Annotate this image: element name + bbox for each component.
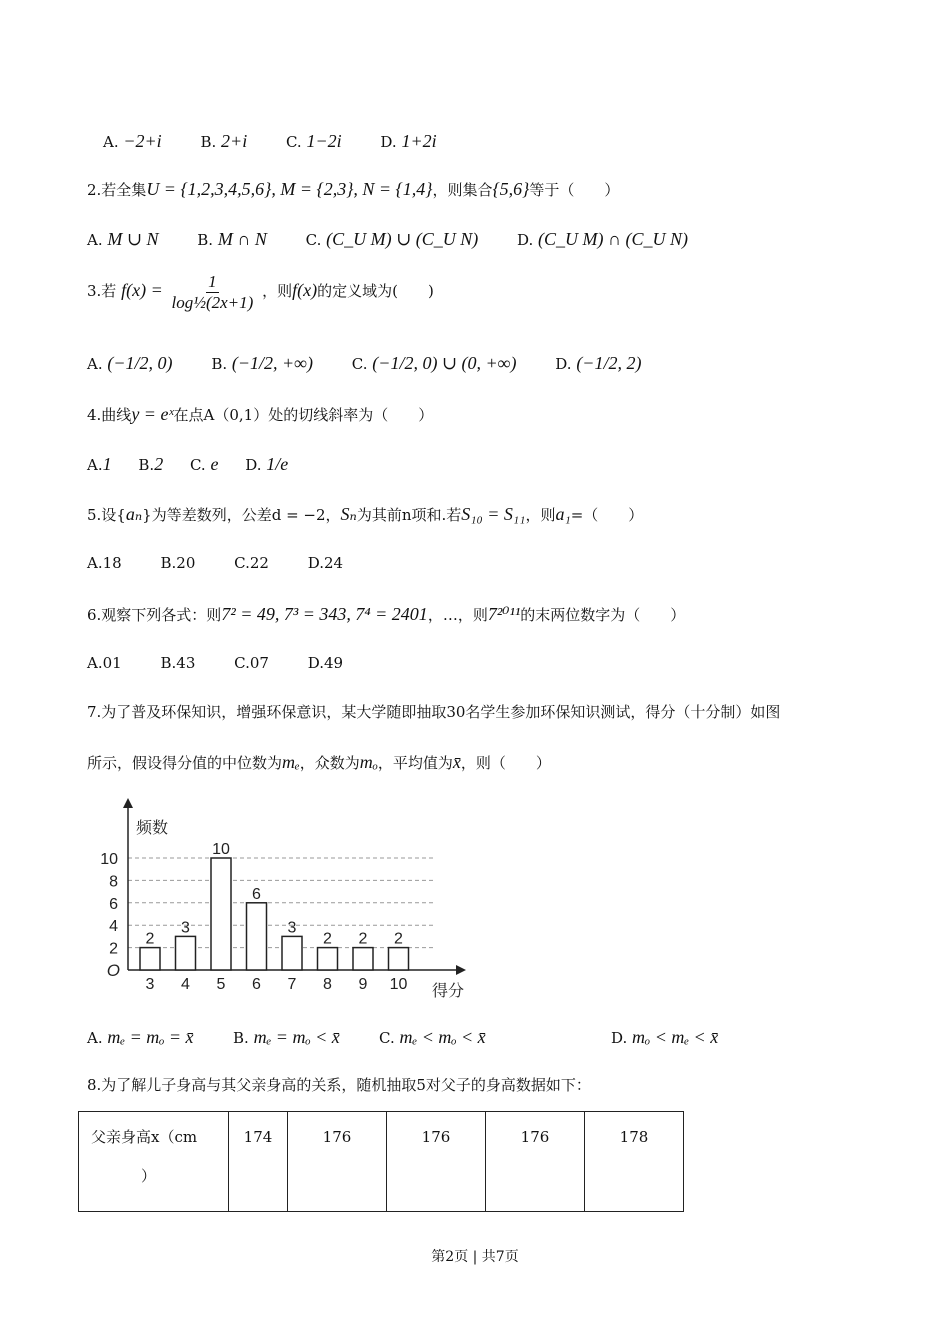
bar — [176, 936, 196, 970]
q7-stem-line1: 7.为了普及环保知识，增强环保意识，某大学随即抽取30名学生参加环保知识测试，得分（十分制）如图 — [87, 703, 781, 721]
q4-stem: 4.曲线y = eˣ在点A（0,1）处的切线斜率为（ ） — [87, 404, 434, 424]
table-cell: 176 — [288, 1112, 387, 1212]
page-footer: 第2页 | 共7页 — [431, 1249, 519, 1265]
q3-fraction: $\frac{1}{\text{log½(2x+1)}}$ — [171, 272, 254, 312]
q6-option-d: D.49 — [307, 654, 344, 672]
q5-stem: 5.设{aₙ}为等差数列，公差d = −2，Sₙ为其前n项和.若S₁₀ = S₁₁，则a₁=（ ） — [87, 504, 644, 524]
bar-value-label: 2 — [394, 930, 403, 948]
q5-option-d: D.24 — [307, 554, 344, 572]
bar — [211, 858, 231, 970]
y-tick-label: 8 — [109, 873, 118, 891]
bar-value-label: 10 — [212, 841, 230, 858]
bar — [389, 948, 409, 970]
x-axis-label: 得分 — [432, 983, 465, 1000]
q4-options — [87, 455, 310, 473]
y-tick-label: 2 — [109, 940, 118, 958]
x-tick-label: 10 — [389, 976, 408, 993]
x-tick-label: 3 — [145, 976, 155, 993]
x-axis-arrow-icon — [456, 965, 466, 975]
bar-value-label: 2 — [358, 930, 368, 948]
q1-option-b: B. 2+i — [200, 131, 248, 151]
q5-option-c: C.22 — [234, 554, 269, 572]
q5-option-a: A.18 — [87, 554, 122, 572]
x-tick-label: 8 — [323, 976, 332, 993]
q3-options — [87, 354, 675, 372]
frequency-bar-chart — [98, 790, 478, 1010]
q6-option-c: C.07 — [234, 654, 269, 672]
x-tick-label: 6 — [252, 976, 261, 993]
bar-value-label: 3 — [287, 919, 297, 937]
q7-option-c: C. mₑ < mₒ < x̄ — [379, 1027, 486, 1047]
q3-option-d: D. (−1/2, 2) — [555, 353, 642, 373]
q2-option-c: C. (C_U M) ∪ (C_U N) — [305, 229, 479, 249]
bar — [247, 903, 267, 970]
table-cell: 176 — [387, 1112, 486, 1212]
table-cell: 178 — [585, 1112, 684, 1212]
q8-stem: 8.为了解儿子身高与其父亲身高的关系，随机抽取5对父子的身高数据如下： — [87, 1076, 591, 1094]
q4-option-a: A.1 — [87, 454, 112, 474]
q6-options — [87, 656, 377, 671]
bar-value-label: 6 — [252, 885, 261, 903]
q6-option-a: A.01 — [87, 654, 122, 672]
q2-options — [87, 230, 722, 248]
q1-option-c: C. 1−2i — [285, 131, 342, 151]
y-axis-arrow-icon — [123, 798, 133, 808]
x-tick-label: 4 — [181, 976, 190, 993]
table-cell: 174 — [229, 1112, 288, 1212]
q7-option-b: B. mₑ = mₒ < x̄ — [233, 1027, 340, 1047]
x-tick-label: 5 — [216, 976, 226, 993]
q4-option-c: C. e — [189, 454, 219, 474]
bar-value-label: 2 — [145, 930, 155, 948]
q5-option-b: B.20 — [160, 554, 196, 572]
y-tick-label: 10 — [100, 851, 118, 868]
q2-stem: 2.若全集U = {1,2,3,4,5,6}, M = {2,3}, N = {1,4}，则集合{5,6}等于（ ） — [87, 179, 620, 199]
q6-stem: 6.观察下列各式：则7² = 49, 7³ = 343, 7⁴ = 2401，…，则7²⁰¹¹的末两位数字为（ ） — [87, 604, 686, 624]
x-tick-label: 9 — [358, 976, 368, 993]
q7-option-a: A. mₑ = mₒ = x̄ — [87, 1027, 194, 1047]
table-header-cell: 父亲身高x（cm ） — [79, 1112, 229, 1212]
table-row — [79, 1112, 684, 1212]
bar — [282, 936, 302, 970]
q7-option-d: D. mₒ < mₑ < x̄ — [611, 1027, 719, 1047]
bar — [318, 948, 338, 970]
bar-value-label: 2 — [323, 930, 332, 948]
q1-options — [103, 132, 471, 150]
q2-option-a: A. M ∪ N — [87, 229, 159, 249]
q1-option-d: D. 1+2i — [380, 131, 437, 151]
q5-options — [87, 556, 377, 571]
q4-option-d: D. 1/e — [245, 454, 289, 474]
q3-option-a: A. (−1/2, 0) — [87, 353, 173, 373]
q1-option-a: A. −2+i — [103, 131, 162, 151]
q3-option-b: B. (−1/2, +∞) — [211, 353, 314, 373]
q2-option-d: D. (C_U M) ∩ (C_U N) — [516, 229, 689, 249]
origin-label: O — [106, 961, 120, 980]
bar-value-label: 3 — [181, 919, 190, 937]
height-data-table — [78, 1111, 684, 1212]
y-tick-label: 4 — [109, 918, 118, 936]
table-cell: 176 — [486, 1112, 585, 1212]
y-tick-label: 6 — [109, 895, 118, 913]
bar — [353, 948, 373, 970]
q4-option-b: B.2 — [138, 454, 164, 474]
x-tick-label: 7 — [287, 976, 297, 993]
y-axis-label: 频数 — [136, 820, 169, 837]
bar — [140, 948, 160, 970]
q6-option-b: B.43 — [160, 654, 196, 672]
q7-stem-line2: 所示，假设得分值的中位数为mₑ，众数为mₒ，平均值为x̄，则（ ） — [87, 752, 551, 772]
q2-option-b: B. M ∩ N — [197, 229, 267, 249]
q3-stem: 3.若 f(x) = $\frac{1}{\text{log½(2x+1)}}$ ，则f(x)的定义域为( ) — [87, 272, 434, 312]
q3-option-c: C. (−1/2, 0) ∪ (0, +∞) — [351, 353, 517, 373]
